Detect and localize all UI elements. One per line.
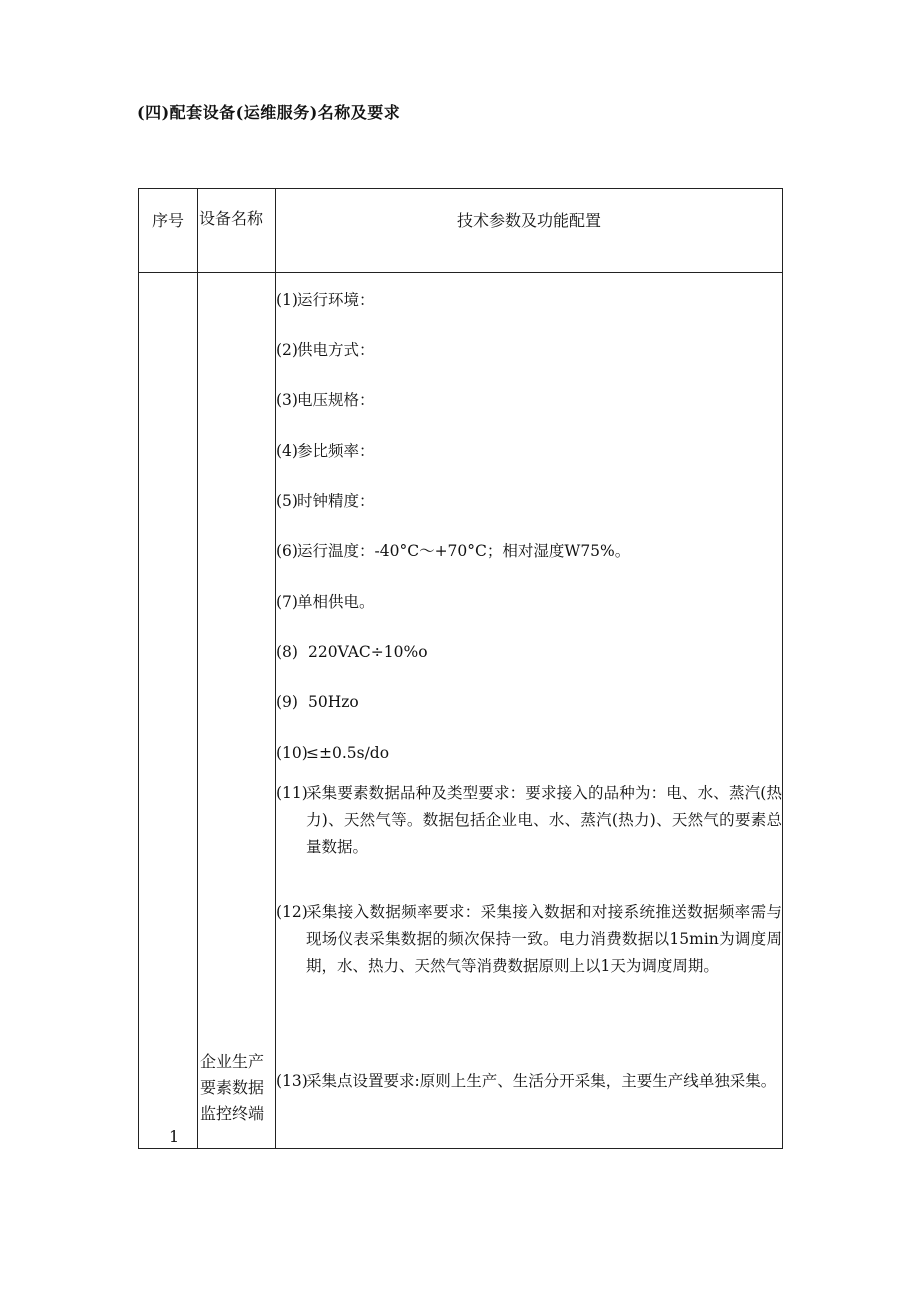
spec-item-number: (4) bbox=[276, 442, 298, 460]
spec-item bbox=[276, 441, 782, 461]
spec-item-text: 参比频率： bbox=[297, 442, 375, 460]
row-device-name: 企业生产要素数据监控终端 bbox=[200, 1052, 265, 1123]
spec-item-text: 单相供电。 bbox=[297, 593, 375, 611]
spec-item-text: 时钟精度： bbox=[297, 492, 375, 510]
header-device-name: 设备名称 bbox=[199, 209, 264, 228]
spec-item-number: (2) bbox=[276, 341, 298, 359]
spec-item-number: (13) bbox=[276, 1072, 308, 1090]
spec-item-text: 采集要素数据品种及类型要求：要求接入的品种为：电、水、蒸汽(热力)、天然气等。数据包括企业电、水、蒸汽(热力)、天然气的要素总量数据。 bbox=[306, 784, 782, 856]
spec-item-number: (8) bbox=[276, 643, 298, 661]
spec-item bbox=[276, 390, 782, 410]
column-divider bbox=[275, 189, 276, 1148]
spec-item-text: ≤±0.5s∕do bbox=[306, 744, 390, 762]
section-title: (四)配套设备(运维服务)名称及要求 bbox=[137, 103, 401, 122]
spec-item-text: 运行温度：-40°C～+70°C；相对湿度W75%。 bbox=[297, 542, 631, 560]
spec-item bbox=[276, 491, 782, 511]
spec-item-number: (1) bbox=[276, 291, 298, 309]
spec-item bbox=[276, 780, 782, 861]
spec-item-number: (12) bbox=[276, 903, 308, 921]
spec-item-text: 50Hzo bbox=[308, 693, 359, 711]
spec-item-number: (9) bbox=[276, 693, 298, 711]
spec-item bbox=[276, 899, 782, 980]
spec-item-text: 采集接入数据频率要求：采集接入数据和对接系统推送数据频率需与现场仪表采集数据的频次保持一致。电力消费数据以15min为调度周期，水、热力、天然气等消费数据原则上以1天为调度周期。 bbox=[306, 903, 782, 975]
spec-item-text: 运行环境： bbox=[297, 291, 375, 309]
header-no: 序号 bbox=[152, 211, 185, 230]
spec-item-number: (6) bbox=[276, 542, 298, 560]
column-divider bbox=[197, 189, 198, 1148]
spec-item-number: (7) bbox=[276, 593, 298, 611]
spec-item-text: 供电方式： bbox=[297, 341, 375, 359]
spec-item-number: (11) bbox=[276, 784, 308, 802]
row-number: 1 bbox=[169, 1127, 180, 1146]
spec-item bbox=[276, 592, 782, 612]
header-spec: 技术参数及功能配置 bbox=[456, 211, 601, 230]
spec-item-text: 220VAC÷10%o bbox=[308, 643, 428, 661]
spec-item bbox=[276, 642, 782, 662]
spec-item bbox=[276, 743, 782, 763]
spec-item bbox=[276, 340, 782, 360]
spec-item bbox=[276, 290, 782, 310]
spec-item-number: (5) bbox=[276, 492, 298, 510]
spec-item-text: 电压规格： bbox=[297, 391, 375, 409]
spec-item bbox=[276, 692, 782, 712]
spec-item bbox=[276, 541, 782, 561]
header-divider bbox=[139, 272, 782, 273]
spec-item-number: (3) bbox=[276, 391, 298, 409]
spec-item-text: 采集点设置要求:原则上生产、生活分开采集，主要生产线单独采集。 bbox=[306, 1072, 777, 1090]
spec-item-number: (10) bbox=[276, 744, 308, 762]
spec-item bbox=[276, 1068, 782, 1095]
spec-table bbox=[138, 188, 783, 1149]
